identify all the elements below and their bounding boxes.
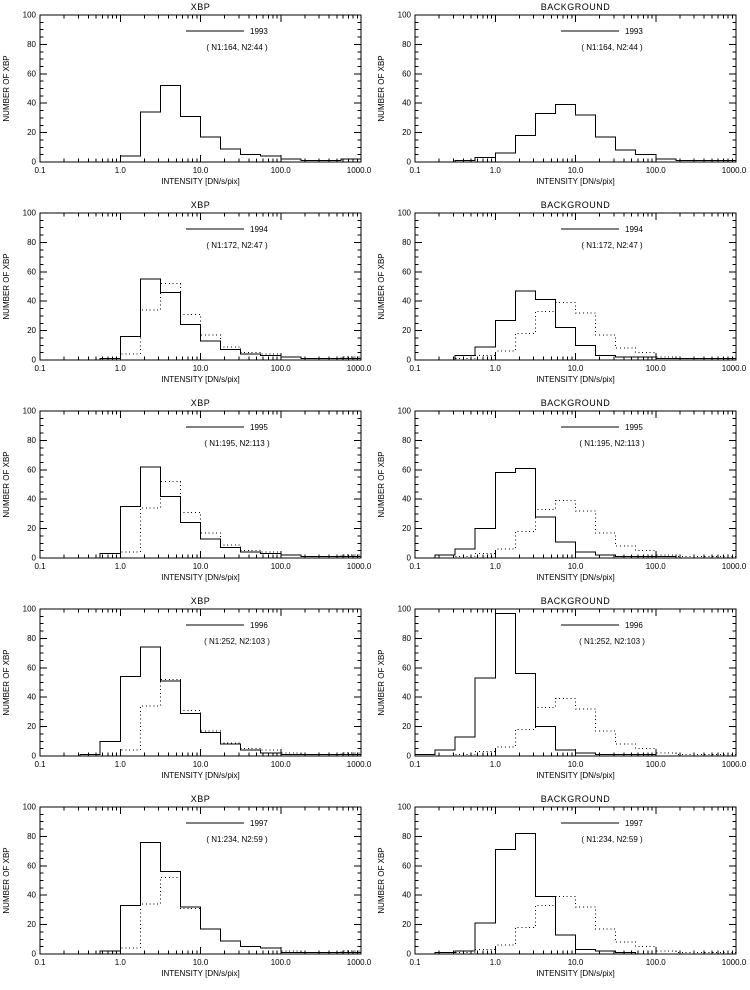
x-tick-label: 1000.0	[346, 958, 372, 967]
x-tick-label: 100.0	[270, 562, 291, 571]
panel-title: BACKGROUND	[540, 398, 611, 408]
y-tick-label: 40	[402, 890, 411, 900]
y-tick-label: 80	[27, 435, 36, 445]
x-axis-label: INTENSITY [DN/s/pix]	[161, 375, 240, 384]
y-tick-label: 40	[402, 494, 411, 504]
histogram-plot	[375, 0, 750, 198]
axis-box	[415, 609, 736, 756]
legend-counts: ( N1:172, N2:47 )	[581, 241, 643, 250]
y-tick-label: 0	[406, 157, 411, 167]
x-tick-label: 0.1	[409, 562, 421, 571]
x-axis-label: INTENSITY [DN/s/pix]	[161, 771, 240, 780]
x-tick-label: 0.1	[409, 364, 421, 373]
y-tick-label: 80	[402, 435, 411, 445]
x-tick-label: 0.1	[34, 958, 46, 967]
legend-year: 1996	[625, 621, 643, 630]
panel-xbp-1993	[0, 0, 375, 198]
x-tick-label: 1.0	[114, 364, 126, 373]
panel-background-1994	[375, 198, 750, 396]
y-tick-label: 20	[402, 920, 411, 930]
solid-histogram-line	[40, 647, 361, 756]
y-axis-label: NUMBER OF XBP	[377, 649, 386, 716]
solid-histogram-line	[415, 291, 736, 360]
panel-title: BACKGROUND	[540, 794, 611, 804]
x-tick-label: 100.0	[645, 760, 666, 769]
y-tick-label: 20	[402, 326, 411, 336]
x-tick-label: 0.1	[34, 562, 46, 571]
panel-title: BACKGROUND	[540, 596, 611, 606]
x-tick-label: 10.0	[192, 364, 209, 373]
y-tick-label: 100	[397, 604, 411, 614]
x-tick-label: 1.0	[114, 958, 126, 967]
histogram-plot	[0, 396, 375, 594]
panel-background-1996	[375, 594, 750, 792]
y-tick-label: 20	[27, 722, 36, 732]
y-tick-label: 0	[31, 553, 36, 563]
x-tick-label: 1000.0	[346, 364, 372, 373]
dotted-histogram-line	[415, 699, 736, 756]
y-axis-label: NUMBER OF XBP	[2, 55, 11, 122]
x-tick-label: 1000.0	[721, 562, 747, 571]
histogram-plot	[375, 792, 750, 990]
y-tick-label: 100	[22, 406, 36, 416]
histogram-plot	[375, 198, 750, 396]
panel-title: XBP	[190, 2, 211, 12]
axis-ticks	[40, 15, 361, 162]
y-tick-label: 80	[27, 237, 36, 247]
x-tick-label: 0.1	[34, 166, 46, 175]
x-tick-label: 10.0	[192, 958, 209, 967]
y-tick-label: 0	[31, 949, 36, 959]
y-axis-label: NUMBER OF XBP	[2, 847, 11, 914]
x-axis-label: INTENSITY [DN/s/pix]	[536, 771, 615, 780]
y-tick-label: 100	[22, 604, 36, 614]
solid-histogram-line	[40, 86, 361, 162]
y-axis-label: NUMBER OF XBP	[377, 451, 386, 518]
legend-year: 1997	[625, 819, 643, 828]
panel-xbp-1994	[0, 198, 375, 396]
y-axis-label: NUMBER OF XBP	[2, 451, 11, 518]
y-tick-label: 60	[402, 663, 411, 673]
solid-histogram-line	[415, 468, 736, 558]
y-tick-label: 20	[27, 326, 36, 336]
x-tick-label: 1.0	[489, 958, 501, 967]
y-axis-label: NUMBER OF XBP	[377, 253, 386, 320]
panel-background-1997	[375, 792, 750, 990]
x-tick-label: 1.0	[489, 166, 501, 175]
y-tick-label: 20	[27, 524, 36, 534]
y-tick-label: 40	[402, 98, 411, 108]
y-tick-label: 60	[402, 267, 411, 277]
y-tick-label: 40	[27, 296, 36, 306]
legend-counts: ( N1:195, N2:113 )	[204, 439, 270, 448]
dotted-histogram-line	[40, 482, 361, 558]
x-tick-label: 100.0	[645, 958, 666, 967]
y-tick-label: 20	[402, 524, 411, 534]
x-tick-label: 1000.0	[346, 166, 372, 175]
y-tick-label: 60	[27, 465, 36, 475]
axis-ticks	[415, 15, 736, 162]
axis-ticks	[40, 609, 361, 756]
x-tick-label: 10.0	[192, 760, 209, 769]
y-tick-label: 80	[27, 39, 36, 49]
legend-year: 1997	[250, 819, 268, 828]
legend-counts: ( N1:252, N2:103 )	[579, 637, 645, 646]
y-tick-label: 60	[27, 69, 36, 79]
x-axis-label: INTENSITY [DN/s/pix]	[161, 177, 240, 186]
x-tick-label: 10.0	[567, 364, 584, 373]
y-tick-label: 40	[27, 98, 36, 108]
x-tick-label: 1000.0	[721, 958, 747, 967]
legend-year: 1995	[625, 423, 643, 432]
legend-counts: ( N1:234, N2:59 )	[206, 835, 268, 844]
x-axis-label: INTENSITY [DN/s/pix]	[161, 969, 240, 978]
x-tick-label: 100.0	[270, 760, 291, 769]
y-tick-label: 20	[402, 722, 411, 732]
x-axis-label: INTENSITY [DN/s/pix]	[536, 177, 615, 186]
y-tick-label: 80	[27, 831, 36, 841]
y-tick-label: 100	[397, 208, 411, 218]
legend-year: 1994	[625, 225, 643, 234]
legend-year: 1996	[250, 621, 268, 630]
legend-counts: ( N1:164, N2:44 )	[206, 43, 268, 52]
x-tick-label: 10.0	[192, 166, 209, 175]
legend-year: 1994	[250, 225, 268, 234]
axis-box	[415, 807, 736, 954]
y-tick-label: 100	[22, 208, 36, 218]
x-tick-label: 0.1	[409, 760, 421, 769]
y-tick-label: 20	[27, 920, 36, 930]
panel-xbp-1997	[0, 792, 375, 990]
axis-box	[40, 15, 361, 162]
y-tick-label: 80	[402, 39, 411, 49]
x-tick-label: 1.0	[114, 562, 126, 571]
x-tick-label: 1000.0	[721, 364, 747, 373]
solid-histogram-line	[40, 842, 361, 954]
y-tick-label: 80	[402, 237, 411, 247]
x-axis-label: INTENSITY [DN/s/pix]	[536, 573, 615, 582]
y-tick-label: 60	[402, 465, 411, 475]
x-tick-label: 1000.0	[346, 760, 372, 769]
x-tick-label: 100.0	[645, 364, 666, 373]
axis-box	[40, 807, 361, 954]
x-tick-label: 10.0	[567, 958, 584, 967]
y-axis-label: NUMBER OF XBP	[377, 55, 386, 122]
x-tick-label: 0.1	[34, 364, 46, 373]
x-tick-label: 0.1	[409, 166, 421, 175]
x-tick-label: 1000.0	[346, 562, 372, 571]
x-tick-label: 0.1	[34, 760, 46, 769]
x-tick-label: 10.0	[567, 166, 584, 175]
legend-year: 1993	[250, 27, 268, 36]
axis-ticks	[415, 609, 736, 756]
legend-year: 1995	[250, 423, 268, 432]
y-tick-label: 0	[31, 157, 36, 167]
axis-ticks	[40, 807, 361, 954]
panel-title: XBP	[190, 398, 211, 408]
panel-background-1993	[375, 0, 750, 198]
y-tick-label: 20	[27, 128, 36, 138]
y-tick-label: 0	[406, 949, 411, 959]
histogram-plot	[375, 594, 750, 792]
x-tick-label: 10.0	[192, 562, 209, 571]
panel-title: XBP	[190, 794, 211, 804]
x-tick-label: 1000.0	[721, 166, 747, 175]
panel-title: BACKGROUND	[540, 200, 611, 210]
y-tick-label: 60	[27, 267, 36, 277]
y-axis-label: NUMBER OF XBP	[377, 847, 386, 914]
x-tick-label: 1.0	[489, 562, 501, 571]
axis-box	[40, 609, 361, 756]
y-tick-label: 100	[397, 802, 411, 812]
y-tick-label: 60	[27, 663, 36, 673]
y-tick-label: 0	[31, 751, 36, 761]
panel-xbp-1996	[0, 594, 375, 792]
x-axis-label: INTENSITY [DN/s/pix]	[536, 969, 615, 978]
panel-background-1995	[375, 396, 750, 594]
y-tick-label: 60	[402, 69, 411, 79]
x-axis-label: INTENSITY [DN/s/pix]	[161, 573, 240, 582]
legend-counts: ( N1:234, N2:59 )	[581, 835, 643, 844]
x-tick-label: 100.0	[270, 364, 291, 373]
legend-counts: ( N1:195, N2:113 )	[579, 439, 645, 448]
y-tick-label: 100	[22, 802, 36, 812]
y-tick-label: 0	[406, 553, 411, 563]
y-tick-label: 100	[397, 406, 411, 416]
y-tick-label: 80	[402, 831, 411, 841]
legend-counts: ( N1:164, N2:44 )	[581, 43, 643, 52]
solid-histogram-line	[415, 834, 736, 955]
y-tick-label: 40	[402, 296, 411, 306]
x-tick-label: 0.1	[409, 958, 421, 967]
legend-counts: ( N1:252, N2:103 )	[204, 637, 270, 646]
y-tick-label: 80	[402, 633, 411, 643]
axis-ticks	[415, 411, 736, 558]
x-tick-label: 10.0	[567, 760, 584, 769]
y-tick-label: 60	[27, 861, 36, 871]
y-tick-label: 60	[402, 861, 411, 871]
solid-histogram-line	[40, 279, 361, 360]
histogram-plot	[0, 792, 375, 990]
x-tick-label: 1.0	[114, 166, 126, 175]
histogram-plot	[0, 0, 375, 198]
x-tick-label: 10.0	[567, 562, 584, 571]
histogram-plot	[0, 594, 375, 792]
y-axis-label: NUMBER OF XBP	[2, 649, 11, 716]
legend-year: 1993	[625, 27, 643, 36]
y-tick-label: 100	[397, 10, 411, 20]
x-tick-label: 100.0	[645, 562, 666, 571]
x-tick-label: 100.0	[645, 166, 666, 175]
legend-counts: ( N1:172, N2:47 )	[206, 241, 268, 250]
panel-xbp-1995	[0, 396, 375, 594]
histogram-plot	[375, 396, 750, 594]
x-tick-label: 1.0	[114, 760, 126, 769]
solid-histogram-line	[415, 105, 736, 162]
panel-title: XBP	[190, 596, 211, 606]
y-tick-label: 40	[402, 692, 411, 702]
x-tick-label: 1.0	[489, 760, 501, 769]
y-tick-label: 100	[22, 10, 36, 20]
x-tick-label: 1.0	[489, 364, 501, 373]
y-tick-label: 40	[27, 890, 36, 900]
panel-title: XBP	[190, 200, 211, 210]
solid-histogram-line	[415, 613, 736, 756]
x-tick-label: 100.0	[270, 958, 291, 967]
axis-box	[415, 15, 736, 162]
histogram-plot	[0, 198, 375, 396]
solid-histogram-line	[40, 467, 361, 558]
axis-box	[415, 411, 736, 558]
y-tick-label: 0	[406, 355, 411, 365]
y-tick-label: 40	[27, 692, 36, 702]
dotted-histogram-line	[40, 284, 361, 360]
y-tick-label: 40	[27, 494, 36, 504]
y-tick-label: 0	[31, 355, 36, 365]
x-tick-label: 100.0	[270, 166, 291, 175]
x-tick-label: 1000.0	[721, 760, 747, 769]
y-tick-label: 0	[406, 751, 411, 761]
panel-title: BACKGROUND	[540, 2, 611, 12]
axis-ticks	[415, 807, 736, 954]
y-tick-label: 80	[27, 633, 36, 643]
y-axis-label: NUMBER OF XBP	[2, 253, 11, 320]
x-axis-label: INTENSITY [DN/s/pix]	[536, 375, 615, 384]
y-tick-label: 20	[402, 128, 411, 138]
